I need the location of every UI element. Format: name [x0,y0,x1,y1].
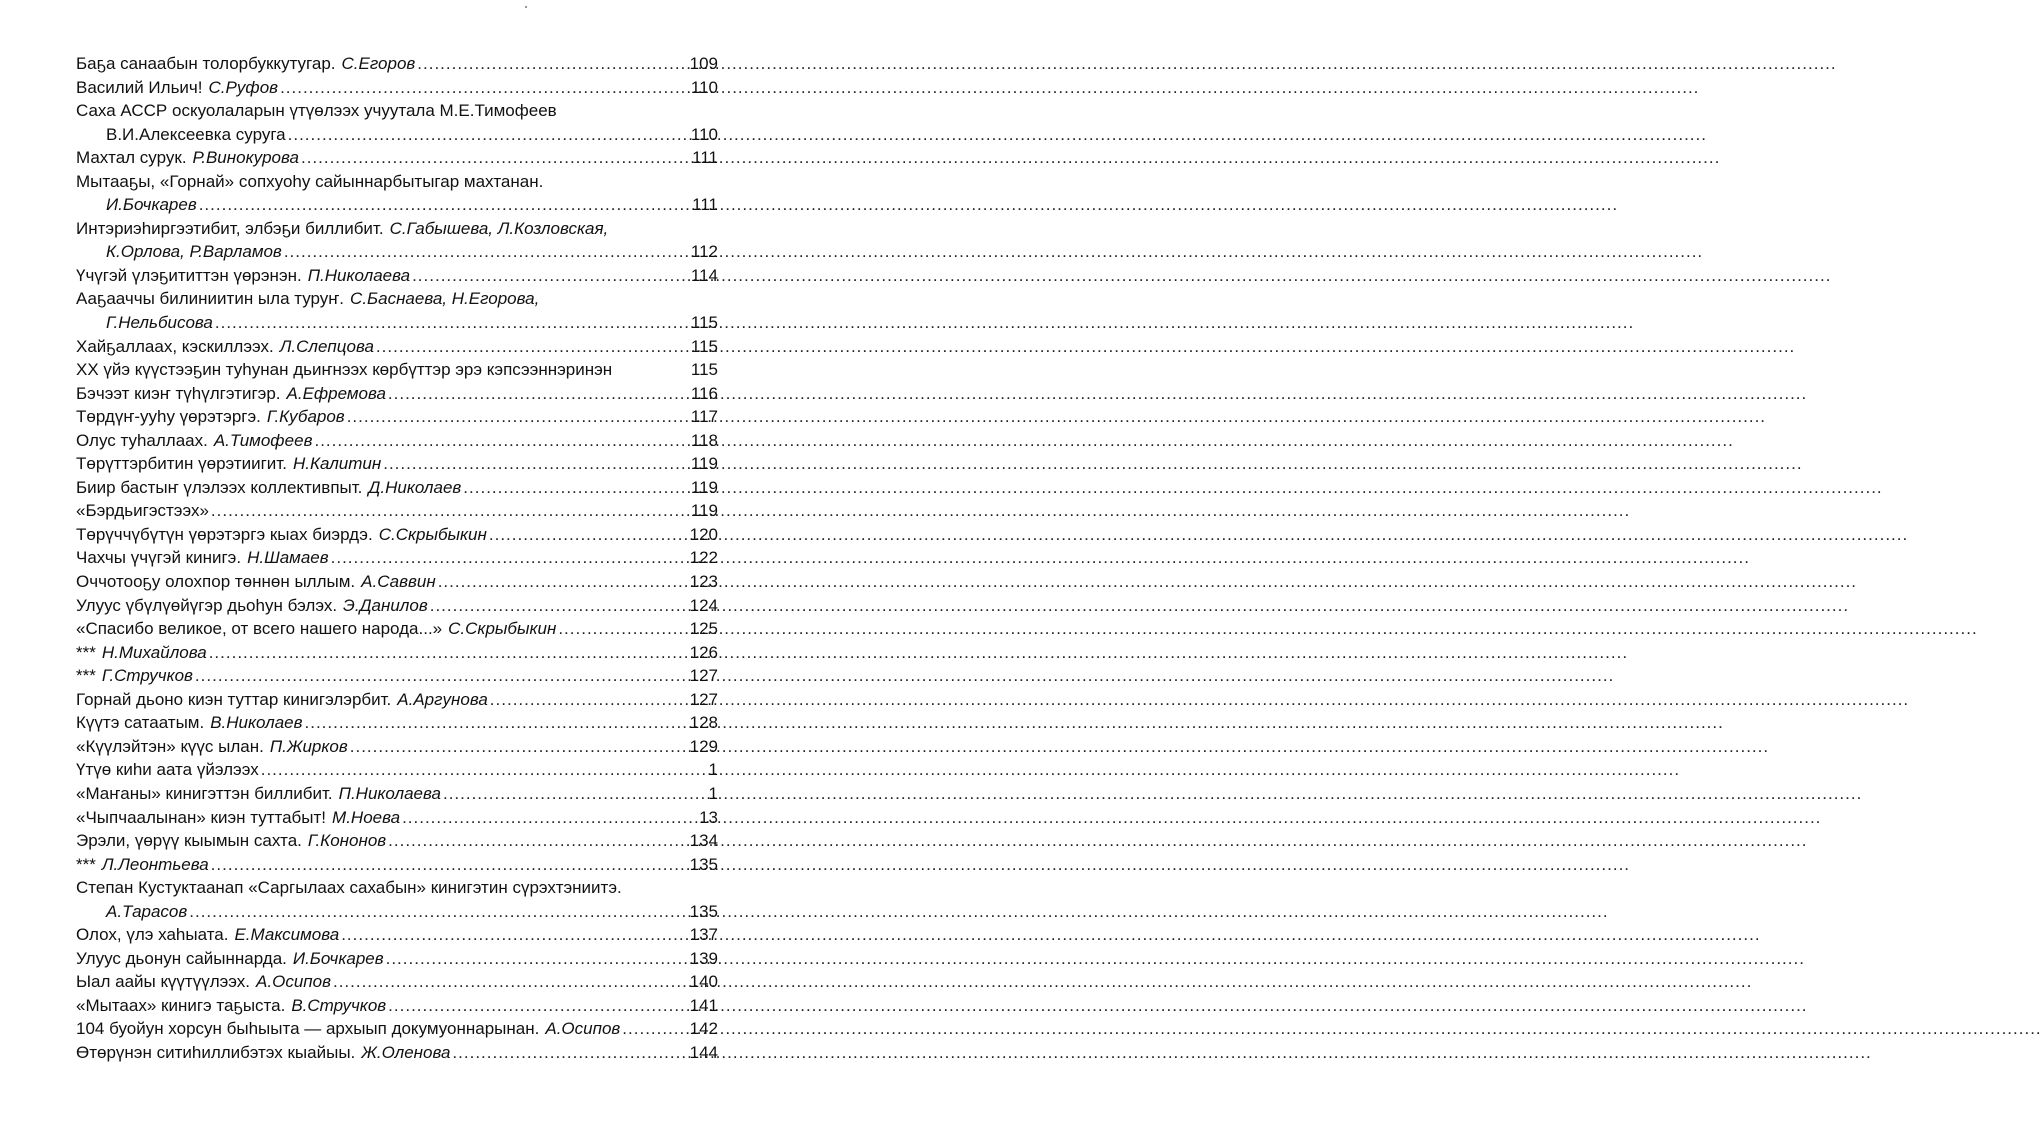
entry-title: Махтал сурук. [76,148,187,168]
entry-page-number: 111 [692,148,718,168]
entry-title: «Бэрдьигэстээх» [76,501,209,521]
entry-author: С.Егоров [341,54,416,73]
entry-title: Оччотооҕу олохпор төннөн ыллым. [76,572,356,592]
toc-entry [76,876,718,900]
toc-entry [76,853,718,877]
toc-entry [76,782,718,806]
entry-author: Н.Шамаев [247,548,329,568]
entry-title: Горнай дьоно киэн туттар кинигэлэрбит. [76,689,392,709]
dot-leader [388,829,687,853]
entry-page-number: 125 [689,619,718,639]
dot-leader [305,711,688,735]
toc-entry [76,311,718,335]
entry-page-number: 109 [689,54,718,73]
dot-leader [376,335,689,359]
dot-leader [341,923,687,947]
entry-title: Чахчы үчүгэй кинигэ. [76,548,242,568]
entry-page-number: 1 [708,760,718,780]
entry-author: А.Тимофеев [213,430,313,450]
dot-leader [331,546,688,570]
entry-title: Улуус дьонун сайыннарда. [76,948,287,968]
entry-title: «Күүлэйтэн» күүс ылан. [76,736,264,756]
entry-author: А.Тарасов [106,901,188,921]
entry-page-number: 115 [690,360,718,380]
entry-page-number: 140 [689,972,718,992]
toc-entry [76,806,718,830]
toc-entry [76,429,718,453]
entry-title: Мытааҕы, «Горнай» сопхуоһу сайыннарбытыгар махтанан. [76,171,544,191]
toc-entry [76,217,718,241]
toc-entry [76,829,718,853]
toc-entry [76,970,718,994]
toc-entry [76,617,718,641]
dot-leader [314,429,688,453]
entry-page-number: 118 [690,430,718,450]
dot-leader [189,900,687,924]
entry-page-number: 142 [689,1019,718,1039]
dot-leader [383,452,689,476]
dot-leader [558,617,687,641]
entry-page-number: 127 [689,689,718,709]
toc-entry [76,1041,718,1065]
entry-page-number: 127 [689,666,718,686]
dot-leader [301,146,690,170]
toc-entry [76,994,718,1018]
entry-title: Интэриэһиргээтибит, элбэҕи биллибит. [76,218,384,238]
entry-title: Олох, үлэ хаһыата. [76,925,229,945]
entry-title: Төрүттэрбитин үөрэтиигит. [76,454,287,474]
entry-author: С.Габышева, Л.Козловская, [389,218,609,238]
dot-leader [347,405,689,429]
toc-entry [76,947,718,971]
toc-entry [76,335,718,359]
entry-author: Ж.Оленова [361,1042,451,1062]
entry-page-number: 135 [689,854,718,874]
dot-leader [443,782,707,806]
entry-author: С.Скрыбыкин [448,619,557,639]
toc-entry [76,240,718,264]
entry-title: Ааҕааччы билиниитин ыла туруҥ. [76,289,345,309]
entry-author: А.Осипов [256,972,331,992]
entry-page-number: 115 [690,313,718,333]
entry-page-number: 112 [690,242,718,262]
dot-leader [490,688,688,712]
toc-entry [76,452,718,476]
entry-author: В.Стручков [291,995,387,1015]
toc-entry [76,923,718,947]
entry-title: Бэчээт киэҥ түһүлгэтигэр. [76,383,281,403]
entry-author: Д.Николаев [368,477,462,497]
entry-title: «Мытаах» кинигэ таҕыста. [76,995,286,1015]
dot-leader [333,970,688,994]
toc-entry [76,52,718,76]
entry-page-number: 141 [689,995,718,1015]
toc-entry [76,664,718,688]
toc-entry [76,641,718,665]
dot-leader [195,664,688,688]
entry-title: В.И.Алексеевка суруга [106,124,286,144]
entry-author: П.Николаева [338,783,441,803]
dot-leader [350,735,688,759]
entry-author: А.Осипов [545,1019,621,1039]
entry-page-number: 114 [690,265,718,285]
dot-leader [417,52,687,76]
toc-entry [76,735,718,759]
entry-page-number: 110 [690,124,718,144]
entry-title: XX үйэ күүстээҕин туһунан дьиҥнээх көрбүттэр эрэ кэпсээннэринэн [76,360,613,380]
entry-page-number: 129 [689,736,718,756]
entry-title: Төрүччүбүтүн үөрэтэргэ кыах биэрдэ. [76,524,373,544]
dot-leader [284,240,689,264]
entry-page-number: 110 [690,77,718,97]
entry-page-number: 111 [692,195,718,215]
entry-author: Н.Калитин [292,454,382,474]
toc-entry [76,688,718,712]
entry-author: Е.Максимова [234,925,340,945]
entry-author: К.Орлова, Р.Варламов [106,242,282,262]
dot-leader [489,523,688,547]
toc-entry [76,405,718,429]
dot-leader [463,476,689,500]
entry-title: Хайҕаллаах, кэскиллээх. [76,336,274,356]
toc-entry [76,499,718,523]
dot-leader [438,570,688,594]
entry-title: 104 буойун хорсун быһыыта — архыып докумуоннарынан. [76,1019,540,1039]
entry-title: Олус туһаллаах. [76,430,208,450]
toc-entry [76,170,718,194]
toc-entry [76,358,718,382]
toc-entry [76,711,718,735]
entry-author: В.Николаев [210,713,303,733]
entry-title: Үчүгэй үлэҕититтэн үөрэнэн. [76,265,302,285]
toc-entry [76,758,718,782]
entry-title: Баҕа санаабын толорбуккутугар. [76,54,336,73]
entry-page-number: 144 [689,1042,718,1062]
entry-page-number: 120 [689,524,718,544]
entry-title: Биир бастыҥ үлэлээх коллективпыт. [76,477,363,497]
table-of-contents [76,52,718,1065]
entry-title: Үтүө киһи аата үйэлээх [76,760,259,780]
entry-author: П.Жирков [269,736,348,756]
entry-author: Г.Стручков [101,666,193,686]
entry-title: «Чыпчаалынан» киэн туттабыт! [76,807,327,827]
entry-title: *** [76,642,96,662]
toc-entry [76,1017,718,1041]
entry-page-number: 119 [690,454,718,474]
entry-page-number: 128 [689,713,718,733]
toc-entry [76,193,718,217]
entry-author: Г.Нельбисова [106,313,213,333]
entry-title: Василий Ильич! [76,77,203,97]
entry-page-number: 119 [690,477,718,497]
entry-title: Эрэли, үөрүү кыымын сахта. [76,831,302,851]
entry-title: Ыал аайы күүтүүлээх. [76,972,251,992]
entry-author: С.Скрыбыкин [378,524,487,544]
entry-author: Н.Михайлова [101,642,207,662]
dot-leader [430,594,688,618]
dot-leader [261,758,707,782]
toc-entry [76,900,718,924]
dot-leader [388,382,689,406]
entry-page-number: 123 [689,572,718,592]
entry-title: Өтөрүнэн ситиһиллибэтэх кыайыы. [76,1042,356,1062]
entry-page-number: 117 [690,407,718,427]
entry-author: А.Аргунова [397,689,488,709]
entry-author: Э.Данилов [343,595,428,615]
entry-page-number: 137 [689,925,718,945]
entry-title: Улуус үбүлүөйүгэр дьоһун бэлэх. [76,595,338,615]
entry-title: Саха АССР оскуолаларын үтүөлээх учуутала М.Е.Тимофеев [76,101,557,121]
entry-title: Төрдүҥ-ууһу үөрэтэргэ. [76,407,261,427]
entry-page-number: 1 [708,783,718,803]
scan-speck [525,6,527,8]
toc-entry [76,287,718,311]
toc-entry [76,382,718,406]
entry-title: «Маҥаны» кинигэттэн биллибит. [76,783,333,803]
toc-entry [76,123,718,147]
entry-author: Р.Винокурова [192,148,299,168]
dot-leader [452,1041,687,1065]
entry-page-number: 126 [689,642,718,662]
entry-author: А.Саввин [361,572,436,592]
dot-leader [199,193,690,217]
dot-leader [211,853,688,877]
dot-leader [288,123,689,147]
entry-author: М.Ноева [332,807,401,827]
entry-author: П.Николаева [307,265,411,285]
dot-leader [402,806,697,830]
toc-entry [76,570,718,594]
entry-title: *** [76,666,96,686]
entry-page-number: 135 [689,901,718,921]
entry-page-number: 139 [689,948,718,968]
toc-entry [76,99,718,123]
entry-page-number: 13 [699,807,718,827]
entry-page-number: 134 [689,831,718,851]
entry-author: И.Бочкарев [292,948,384,968]
entry-author: С.Баснаева, Н.Егорова, [350,289,540,309]
entry-author: Г.Кононов [307,831,387,851]
dot-leader [209,641,688,665]
entry-page-number: 119 [690,501,718,521]
dot-leader [386,947,688,971]
toc-entry [76,523,718,547]
toc-entry [76,264,718,288]
dot-leader [211,499,689,523]
entry-author: Л.Слепцова [279,336,374,356]
entry-author: Л.Леонтьева [101,854,209,874]
dot-leader [388,994,687,1018]
entry-title: Степан Кустуктаанап «Саргылаах сахабын» кинигэтин сүрэхтэниитэ. [76,878,622,898]
entry-author: С.Руфов [208,77,279,97]
entry-page-number: 115 [690,336,718,356]
entry-author: И.Бочкарев [106,195,197,215]
dot-leader [622,1017,687,1041]
entry-page-number: 116 [690,383,718,403]
entry-author: А.Ефремова [286,383,386,403]
entry-title: *** [76,854,96,874]
dot-leader [280,76,689,100]
toc-entry [76,146,718,170]
toc-entry [76,76,718,100]
dot-leader [215,311,689,335]
entry-title: Күүтэ сатаатым. [76,713,205,733]
toc-entry [76,594,718,618]
entry-title: «Спасибо великое, от всего нашего народа...» [76,619,443,639]
toc-entry [76,476,718,500]
entry-page-number: 122 [689,548,718,568]
entry-author: Г.Кубаров [266,407,345,427]
toc-entry [76,546,718,570]
dot-leader [412,264,689,288]
entry-page-number: 124 [689,595,718,615]
